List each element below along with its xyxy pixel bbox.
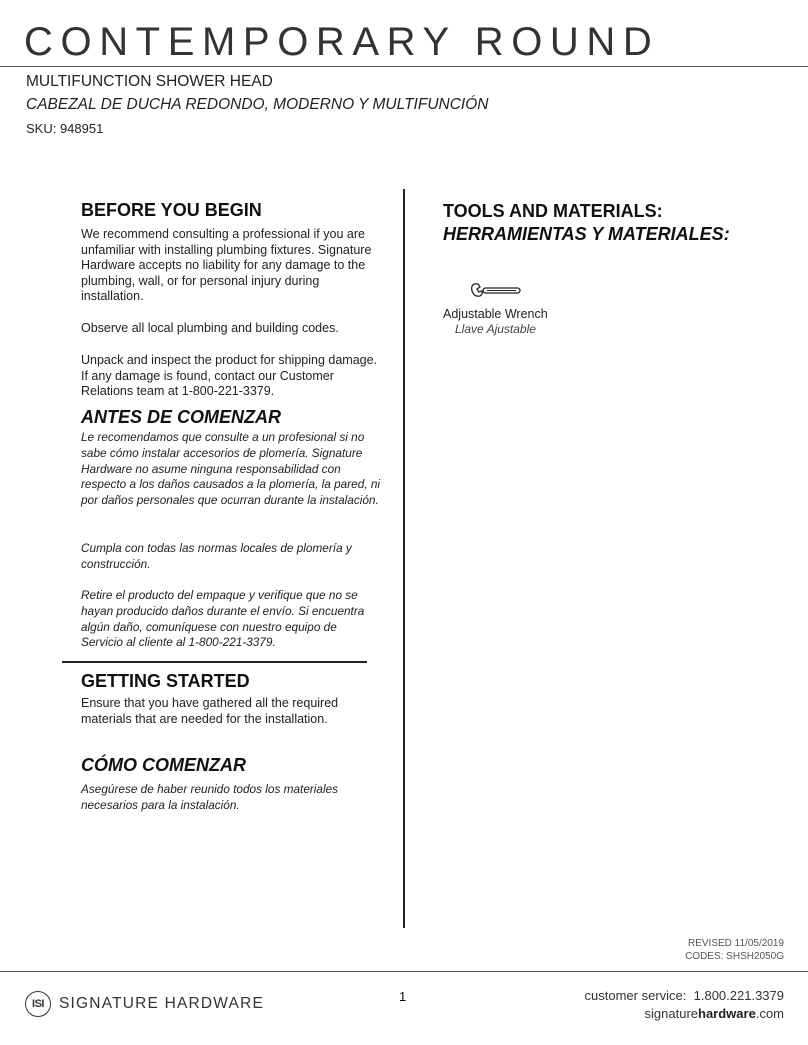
website-prefix: signature <box>644 1006 699 1021</box>
revision-info <box>685 937 784 963</box>
como-comenzar-heading: CÓMO COMENZAR <box>81 755 246 775</box>
before-you-begin-heading: BEFORE YOU BEGIN <box>81 200 262 220</box>
antes-de-comenzar-paragraph-1: Le recomendamos que consulte a un profesional si no sabe cómo instalar accesorios de plomería. Signature Hardware no asume ninguna responsabilidad con respecto a los daños causados a la plomería, la pared, ni por daños personales que ocurran durante la instalación. <box>81 430 381 508</box>
column-divider <box>403 189 405 928</box>
antes-de-comenzar-paragraph-3: Retire el producto del empaque y verifique que no se hayan producido daños durante el envío. Si encuentra algún daño, comuníquese con nuestro equipo de Servicio al cliente al 1-800-221-3379. <box>81 588 365 650</box>
sku-number: SKU: 948951 <box>26 121 104 136</box>
contact-info <box>585 987 784 1023</box>
antes-de-comenzar-heading: ANTES DE COMENZAR <box>81 407 282 427</box>
before-you-begin-paragraph-2: Observe all local plumbing and building codes. <box>81 321 339 335</box>
website-suffix: .com <box>755 1006 784 1021</box>
before-you-begin-paragraph-3: Unpack and inspect the product for shipping damage. If any damage is found, contact our Customer Relations team at 1-800-221-3379. <box>81 353 378 399</box>
tool-label-spanish: Llave Ajustable <box>455 322 536 336</box>
revised-date: REVISED 11/05/2019 <box>688 938 784 949</box>
page-number: 1 <box>399 989 407 1004</box>
product-subtitle: MULTIFUNCTION SHOWER HEAD <box>26 73 273 90</box>
customer-service-label: customer service: <box>584 988 687 1003</box>
brand-logo <box>25 991 51 1017</box>
product-subtitle-spanish: CABEZAL DE DUCHA REDONDO, MODERNO Y MULTIFUNCIÓN <box>26 96 489 113</box>
section-divider <box>62 661 367 663</box>
website-bold: hardware <box>698 1006 756 1021</box>
customer-service-line <box>585 987 784 1005</box>
document-title: CONTEMPORARY ROUND <box>24 20 660 64</box>
adjustable-wrench-icon <box>470 282 522 298</box>
before-you-begin-paragraph-1: We recommend consulting a professional if you are unfamiliar with installing plumbing fixtures. Signature Hardware accepts no liability for any damage to the plumbing, wall, or for personal injury during installation. <box>81 227 372 304</box>
revision-codes: CODES: SHSH2050G <box>685 951 784 962</box>
getting-started-paragraph: Ensure that you have gathered all the required materials that are needed for the installation. <box>81 696 339 726</box>
website-link[interactable] <box>585 1005 784 1023</box>
tools-heading: TOOLS AND MATERIALS: <box>443 201 663 221</box>
brand-logo-text: ISI <box>32 998 44 1010</box>
tool-label: Adjustable Wrench <box>443 307 548 321</box>
footer-rule <box>0 971 808 972</box>
getting-started-heading: GETTING STARTED <box>81 671 250 691</box>
antes-de-comenzar-paragraph-2: Cumpla con todas las normas locales de plomería y construcción. <box>81 541 352 571</box>
brand-name: SIGNATURE HARDWARE <box>59 995 265 1012</box>
header-rule <box>0 66 808 67</box>
como-comenzar-paragraph: Asegúrese de haber reunido todos los materiales necesarios para la instalación. <box>81 782 339 812</box>
customer-service-phone: 1.800.221.3379 <box>693 988 784 1003</box>
tools-heading-spanish: HERRAMIENTAS Y MATERIALES: <box>443 224 730 244</box>
